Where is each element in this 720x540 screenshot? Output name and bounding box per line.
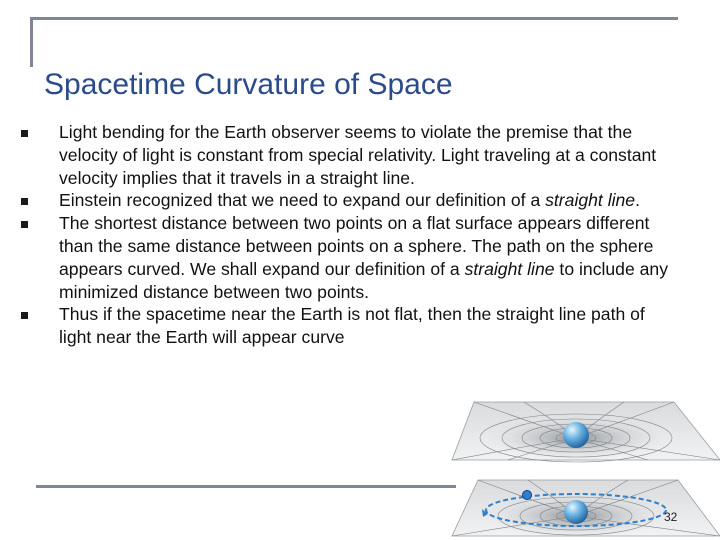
bullet-text: . [635, 190, 640, 211]
bullet-text: Light bending for the Earth observer seems to violate the premise that the velocity of light is constant from special relativity. Light traveling at a constant velocity implies that it travels in a straight line. [59, 122, 657, 188]
bullet-text: Einstein recognized that we need to expand our definition of a [59, 190, 546, 211]
bullet-text: The shortest distance between two points on a flat surface appears different than the same distance between points on a sphere. The path on the sphere appears curved. We shall expand our definition of a [59, 213, 654, 279]
slide-title: Spacetime Curvature of Space [44, 68, 453, 101]
lower-curved-sheet-with-orbit [452, 480, 720, 538]
bullet-square-icon [21, 221, 28, 228]
bullet-square-icon [21, 130, 28, 137]
bullet-text-italic: straight line [464, 258, 555, 279]
bullet-list [20, 121, 680, 349]
bullet-item [20, 212, 680, 303]
bullet-item [20, 189, 680, 212]
frame-top-rule [30, 17, 678, 20]
bullet-square-icon [21, 198, 28, 205]
bullet-item [20, 121, 680, 189]
spacetime-curvature-illustration [448, 398, 720, 540]
bullet-item [20, 303, 680, 349]
bullet-text: to include any minimized distance between two points. [59, 258, 669, 302]
bullet-text: Thus if the spacetime near the Earth is not flat, then the straight line path of light near the Earth will appear curve [59, 304, 645, 348]
bottom-rule [36, 485, 456, 488]
upper-curved-sheet [452, 402, 720, 462]
page-number: 32 [664, 510, 678, 524]
bullet-square-icon [21, 312, 28, 319]
frame-left-rule [30, 17, 33, 67]
bullet-text-italic: straight line [545, 190, 636, 211]
